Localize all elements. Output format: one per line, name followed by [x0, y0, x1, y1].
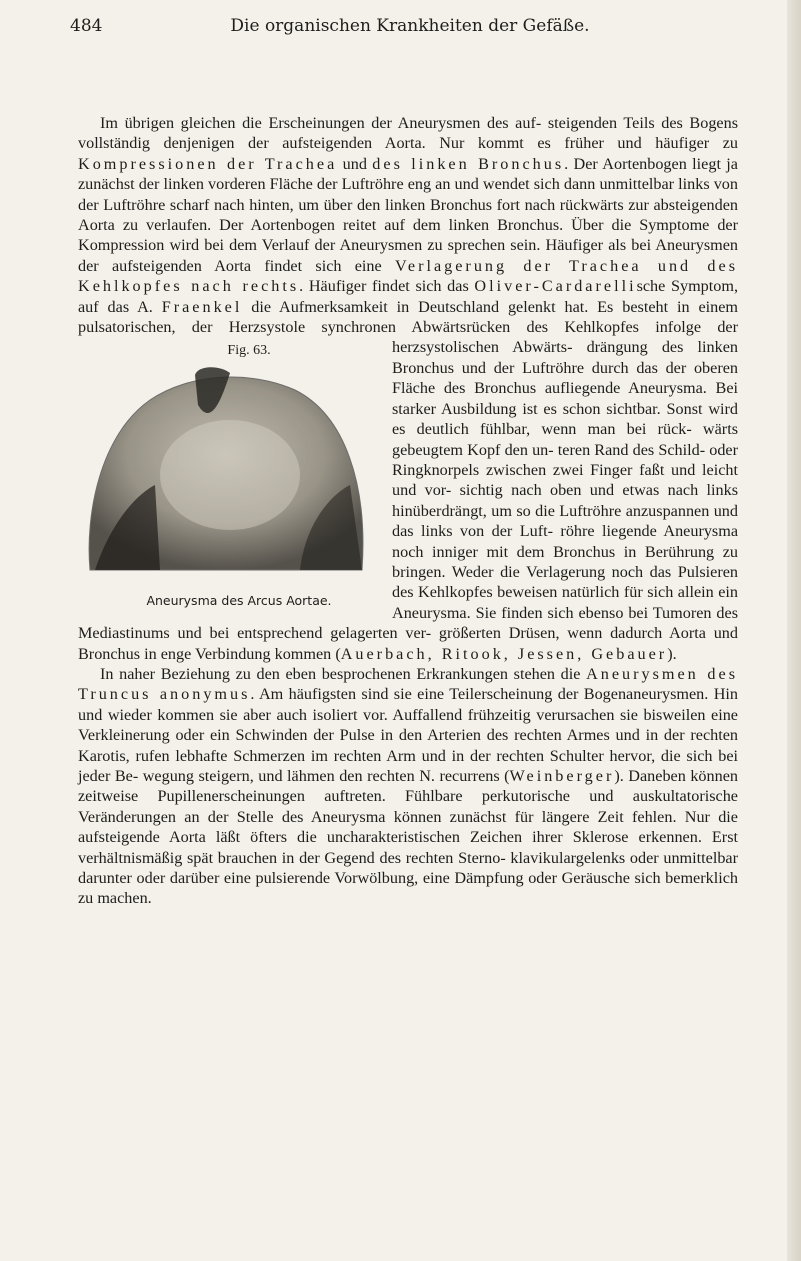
page-edge: [787, 0, 801, 1261]
spaced-author: Fraenkel: [161, 297, 243, 316]
page-number: 484: [70, 16, 103, 36]
spaced-term: Verlagerung der Trachea und des Kehlkopfes nach rechts: [78, 256, 738, 296]
spaced-term: Kompressionen der Trachea: [78, 154, 338, 173]
figure-label: Fig. 63.: [227, 343, 271, 359]
text-run: Im übrigen gleichen die Erscheinungen der Aneurysmen des auf- steigenden Teils des Bogens vollständig denjenigen der aufsteigenden Aorta. Nur kommt es früher und häufiger zu: [78, 114, 738, 153]
text-run: . Der Aortenbogen liegt ja zunächst der linken vorderen Fläche der Luftröhre eng an und wendet sich dann unmittelbar links von der Luftröhre scharf nach hinten, um über den linken Bronchus fort nach rückwärts zur absteigenden Aorta zu verlaufen. Der Aortenbogen reitet auf dem linken Bronchus. Über die Symptome der Kompression wird bei dem Verlauf der Aneurysmen zu sprechen sein. Häufiger als bei Aneurysmen der aufsteigenden Aorta findet sich eine: [78, 154, 738, 275]
running-head: Die organischen Krankheiten der Gefäße.: [230, 16, 590, 36]
body-text: [78, 113, 738, 909]
text-run: [78, 298, 738, 663]
text-run: In naher Beziehung zu den eben besprochenen Erkrankungen stehen die: [100, 664, 587, 683]
text-run: und: [337, 154, 373, 173]
spaced-author: Weinberger: [509, 767, 615, 785]
spaced-term: des linken Bronchus: [372, 154, 565, 173]
text-run: sche Symptom, auf das A.: [78, 277, 738, 316]
spaced-authors: Auerbach, Ritook, Jessen, Gebauer: [340, 644, 668, 663]
spaced-term: Aneurysmen des Truncus anonymus: [78, 664, 738, 704]
text-run: ). Daneben können zeitweise Pupillenerscheinungen auftreten. Fühlbare perkutorische und auskultatorische Veränderungen an der Stelle des Aneurysma können zunächst für längere Zeit fehlen. Nur die aufsteigende Aorta läßt öfters die uncharakteristischen Zeichen ihrer Sklerose erkennen. Erst verhältnismäßig spät brauchen in der Gegend des rechten Sterno- klavikulargelenks oder unmittelbar darunter oder darüber eine pulsierende Vorwölbung, eine Dämpfung oder Geräusche sich bemerklich zu machen.: [78, 767, 738, 908]
text-run: . Am häufigsten sind sie eine Teilerscheinung der Bogenaneurysmen. Hin und wieder kommen sie aber auch isoliert vor. Auffallend frühzeitig verursachen sie bisweilen eine Verkleinerung oder ein Schwinden der Pulse in den Arterien des rechten Armes und in der rechten Karotis, rufen lebhafte Schmerzen im rechten Arm und in der rechten Schulter hervor, die sich bei jeder Be- wegung steigern, und lähmen den rechten N. recurrens (: [78, 685, 738, 785]
text-run: . Häufiger findet sich das: [299, 277, 475, 296]
text-run: die Aufmerksamkeit in Deutschland gelenkt hat. Es besteht in einem pulsatorischen, der Herzsystole synchronen Abwärtsrücken des Kehlkopfes infolge: [78, 297, 738, 337]
figure-63: [78, 341, 378, 613]
highlight: [160, 420, 300, 530]
figure-caption: Aneurysma des Arcus Aortae.: [146, 593, 332, 609]
page-header: [70, 16, 750, 36]
text-run: der herzsystolischen Abwärts- drängung des linken Bronchus und der Luftröhre durch das der oberen Fläche des Bronchus aufliegende Aneurysma. Bei starker Ausbildung ist es schon sichtbar. Sonst wird es deutlich fühlbar, wenn man bei rück- wärts gebeugtem Kopf den un- teren Rand des Schild- oder Ringknorpels zwischen zwei Finger faßt und leicht und vor- sichtig nach oben und etwas nach links hinüberdrängt, um so die Luftröhre anzuspannen und das links von der Luft- röhre liegende Aneurysma noch inniger mit dem Bronchus in Berührung zu bringen. Weder die Verlagerung noch das Pulsieren des Kehlkopfes beweisen natürlich für sich allein ein Aneurysma. Sie finden sich ebenso bei Tumoren des Mediastinums und bei entsprechend gelagerten ver- größerten Drüsen, wenn dadurch Aorta und Bronchus in enge Verbindung kommen (: [78, 318, 738, 663]
aneurysm-illustration: [80, 365, 370, 575]
spaced-author: Oliver-Cardarelli: [474, 277, 637, 296]
text-run: ).: [667, 644, 677, 663]
paragraph-1: [78, 113, 738, 664]
paragraph-2: [78, 664, 738, 909]
